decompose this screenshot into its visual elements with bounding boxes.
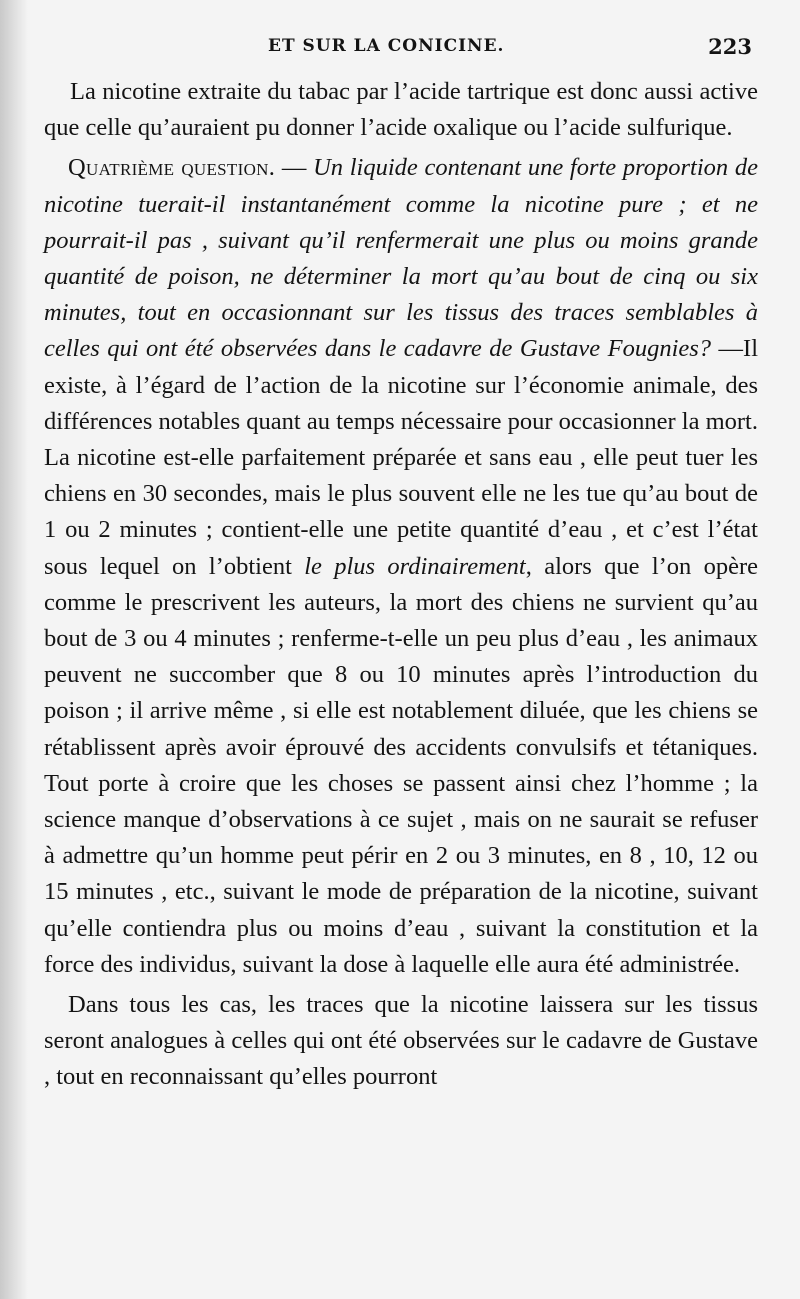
- question-text: Un liquide contenant une forte proportion de nicotine tuerait-il instantanément comme la nicotine pure ; et ne pourrait-il pas , suivant qu’il renfermerait une plus ou moins grande quantité de poison, ne déterminer la mort qu’au bout de cinq ou six minutes, tout en occasionnant sur les tissus des traces semblables à celles qui ont été observées dans le cadavre de Gustave Fougnies?: [44, 154, 758, 363]
- paragraph-1: La nicotine extraite du tabac par l’acide tartrique est donc aussi active que celle qu’auraient pu donner l’acide oxalique ou l’acide sulfurique.: [44, 78, 758, 142]
- answer-italic-phrase: le plus ordinairement: [304, 552, 526, 580]
- body-text: [44, 74, 758, 1096]
- answer-text-part-1: —Il existe, à l’égard de l’action de la nicotine sur l’économie animale, des différences notables quant au temps nécessaire pour occasionner la mort. La nicotine est-elle parfaitement préparée et sans eau , elle peut tuer les chiens en 30 secondes, mais le plus souvent elle ne les tue qu’au bout de 1 ou 2 minutes ; contient-elle une petite quantité d’eau , et c’est l’état sous lequel on l’obtient: [44, 335, 758, 580]
- paragraph-3: Dans tous les cas, les traces que la nicotine laissera sur les tissus seront analogues à celles qui ont été observées sur le cadavre de Gustave , tout en reconnaissant qu’elles pourront: [44, 991, 758, 1091]
- page-header: [44, 34, 758, 74]
- em-dash: —: [275, 154, 314, 182]
- paragraph-2: [44, 150, 758, 983]
- section-lead: Quatrième question.: [68, 154, 276, 182]
- page-number: 223: [708, 34, 752, 59]
- answer-text-part-2: , alors que l’on opère comme le prescrivent les auteurs, la mort des chiens ne survient qu’au bout de 3 ou 4 minutes ; renferme-t-elle un peu plus d’eau , les animaux peuvent ne succomber que 8 ou 10 minutes après l’introduction du poison ; il arrive même , si elle est notablement diluée, que les chiens se rétablissent après avoir éprouvé des accidents convulsifs et tétaniques. Tout porte à croire que les choses se passent ainsi chez l’homme ; la science manque d’observations à ce sujet , mais on ne saurait se refuser à admettre qu’un homme peut périr en 2 ou 3 minutes, en 8 , 10, 12 ou 15 minutes , etc., suivant le mode de préparation de la nicotine, suivant qu’elle contiendra plus ou moins d’eau , suivant la constitution et la force des individus, suivant la dose à laquelle elle aura été administrée.: [44, 552, 759, 978]
- running-title: ET SUR LA CONICINE.: [268, 36, 505, 56]
